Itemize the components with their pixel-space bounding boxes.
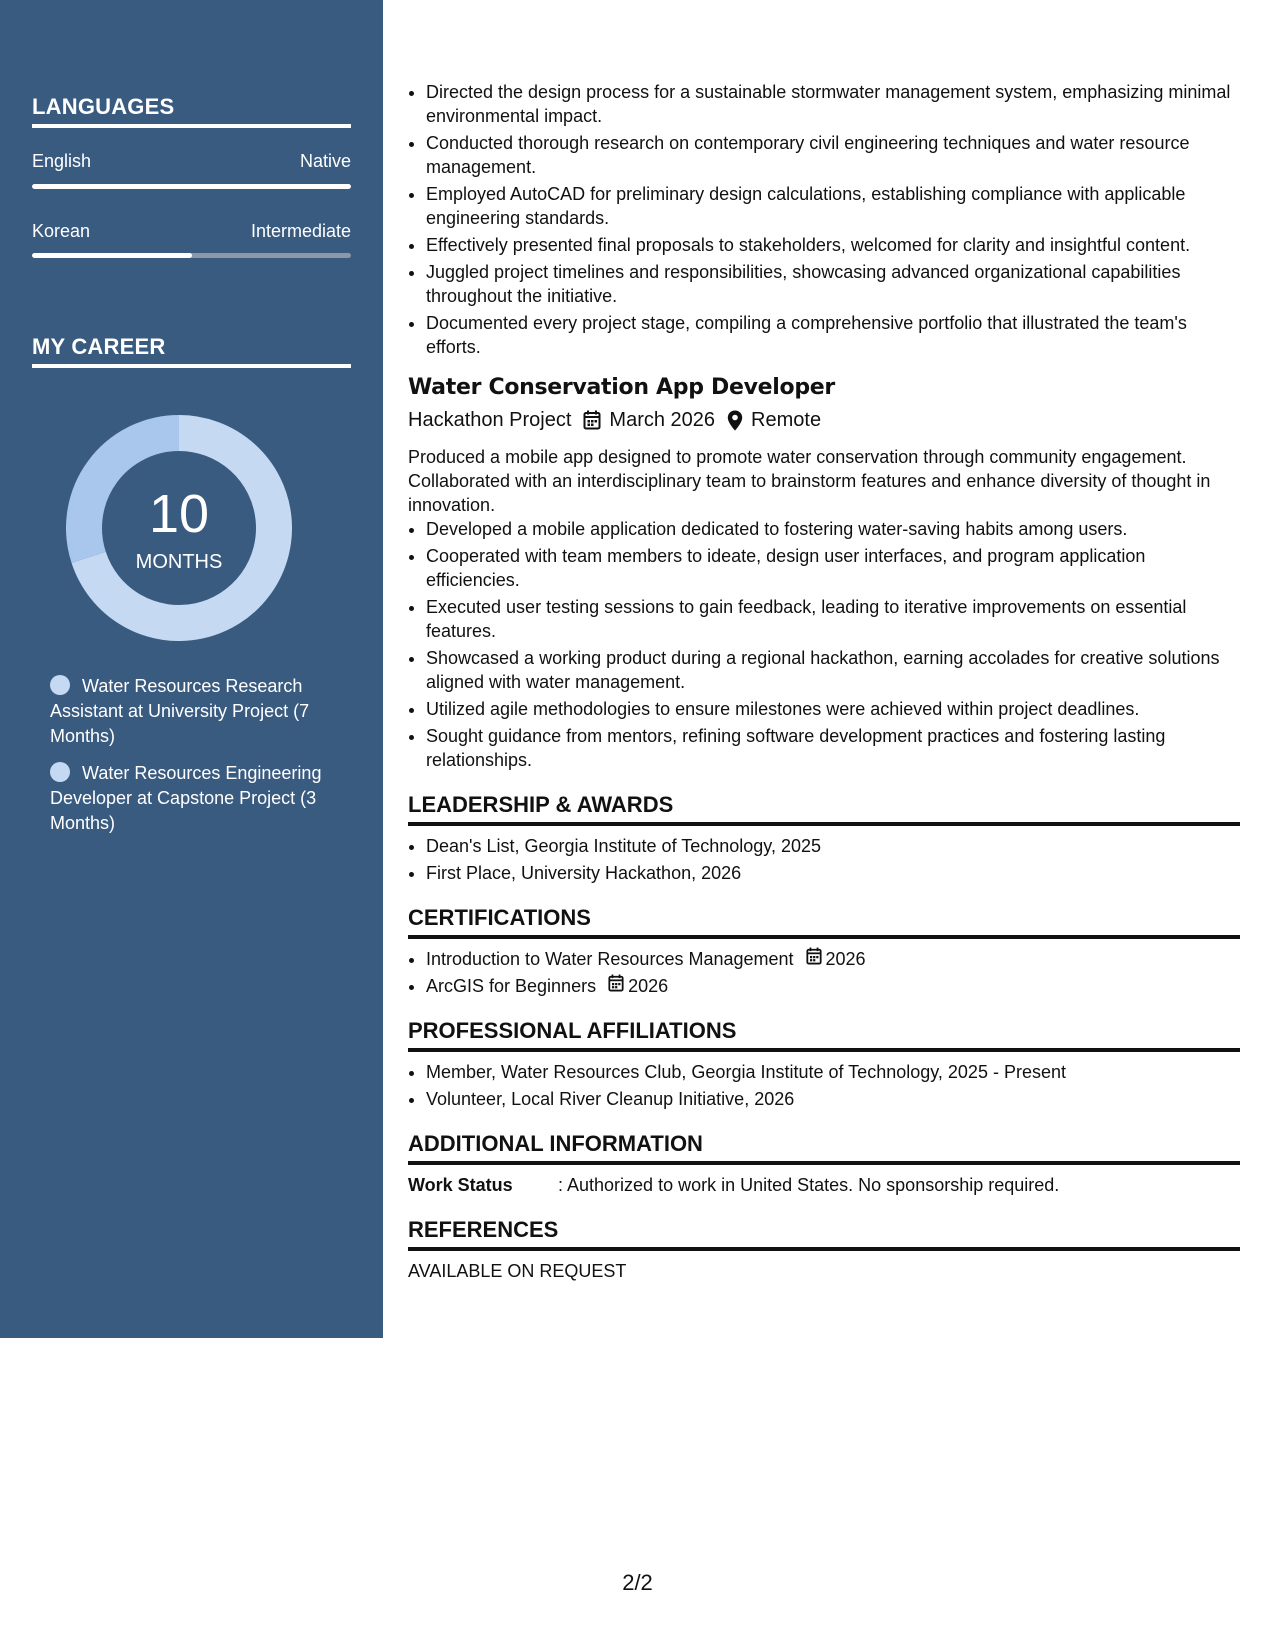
language-bar-fill <box>32 184 351 189</box>
career-legend <box>50 674 335 848</box>
language-name: English <box>32 151 92 171</box>
list-item: • Showcased a working product during a regional hackathon, earning accolades for creative solutions aligned with water management. <box>426 646 1240 694</box>
list-item: • Dean's List, Georgia Institute of Technology, 2025 <box>426 834 1240 858</box>
leadership-list <box>408 834 1240 885</box>
career-total <box>66 415 292 641</box>
list-item: • Juggled project timelines and responsibilities, showcasing advanced organizational capabilities throughout the initiative. <box>426 260 1240 308</box>
job-meta <box>408 405 1240 435</box>
work-status-row <box>408 1173 1240 1197</box>
location-pin-icon <box>727 410 743 431</box>
list-item: • Cooperated with team members to ideate, design user interfaces, and program application efficiencies. <box>426 544 1240 592</box>
certifications-list <box>408 947 1240 998</box>
work-status-value: : Authorized to work in United States. No sponsorship required. <box>558 1175 1060 1195</box>
certifications-heading: CERTIFICATIONS <box>408 903 1240 939</box>
calendar-icon <box>608 974 628 998</box>
references-heading: REFERENCES <box>408 1215 1240 1251</box>
list-item: • Executed user testing sessions to gain feedback, leading to iterative improvements on essential features. <box>426 595 1240 643</box>
references-text: AVAILABLE ON REQUEST <box>408 1261 627 1281</box>
language-bar-english <box>32 184 351 189</box>
career-total-unit: MONTHS <box>135 551 223 573</box>
job-organization: Hackathon Project <box>408 409 572 431</box>
page-number: 2/2 <box>622 1570 653 1595</box>
job-location: Remote <box>751 409 822 431</box>
list-item: • Directed the design process for a sustainable stormwater management system, emphasizing minimal environmental impact. <box>426 80 1240 128</box>
career-legend-item <box>50 761 335 836</box>
career-heading: MY CAREER <box>32 334 351 368</box>
list-item: • Member, Water Resources Club, Georgia Institute of Technology, 2025 - Present <box>426 1060 1240 1084</box>
certification-year: 2026 <box>628 976 669 996</box>
language-level: Native <box>299 151 351 171</box>
list-item: • Volunteer, Local River Cleanup Initiative, 2026 <box>426 1087 1240 1111</box>
job-description: Produced a mobile app designed to promote water conservation through community engagement. Collaborated with an interdisciplinary team to brainstorm features and enhance diversity of thought in innovation. <box>408 447 1211 515</box>
list-item: • Documented every project stage, compiling a comprehensive portfolio that illustrated the team's efforts. <box>426 311 1240 359</box>
experience-bullets <box>408 80 1240 359</box>
language-bar-fill <box>32 253 192 258</box>
list-item: • Conducted thorough research on contemporary civil engineering techniques and water resource management. <box>426 131 1240 179</box>
main-content <box>408 80 1240 1283</box>
certification-name: Introduction to Water Resources Management <box>426 949 794 969</box>
certification-name: ArcGIS for Beginners <box>426 976 597 996</box>
list-item: • Utilized agile methodologies to ensure milestones were achieved within project deadlines. <box>426 697 1240 721</box>
list-item: • Employed AutoCAD for preliminary design calculations, establishing compliance with applicable engineering standards. <box>426 182 1240 230</box>
calendar-icon <box>583 410 601 430</box>
work-status-label: Work Status <box>408 1175 513 1195</box>
career-total-value: 10 <box>148 484 210 544</box>
calendar-icon <box>806 947 826 971</box>
list-item <box>426 947 1240 971</box>
list-item: • Effectively presented final proposals to stakeholders, welcomed for clarity and insightful content. <box>426 233 1240 257</box>
career-item-label: Water Resources Research Assistant at University Project (7 Months) <box>50 676 310 746</box>
affiliations-list <box>408 1060 1240 1111</box>
job-bullets <box>408 517 1240 772</box>
languages-heading: LANGUAGES <box>32 94 351 128</box>
list-item: • First Place, University Hackathon, 2026 <box>426 861 1240 885</box>
career-legend-item <box>50 674 335 749</box>
list-item: • Sought guidance from mentors, refining software development practices and fostering lasting relationships. <box>426 724 1240 772</box>
job-date: March 2026 <box>609 409 716 431</box>
language-level: Intermediate <box>250 221 351 241</box>
language-name: Korean <box>32 221 91 241</box>
list-item: • Developed a mobile application dedicated to fostering water-saving habits among users. <box>426 517 1240 541</box>
career-item-label: Water Resources Engineering Developer at Capstone Project (3 Months) <box>50 763 322 833</box>
certification-year: 2026 <box>825 949 866 969</box>
job-title: Water Conservation App Developer <box>408 375 835 400</box>
language-bar-korean <box>32 253 351 258</box>
affiliations-heading: PROFESSIONAL AFFILIATIONS <box>408 1016 1240 1052</box>
legend-dot <box>50 762 70 782</box>
legend-dot <box>50 675 70 695</box>
language-row-english <box>32 151 351 172</box>
sidebar <box>0 0 383 1338</box>
language-row-korean <box>32 221 351 242</box>
leadership-heading: LEADERSHIP & AWARDS <box>408 790 1240 826</box>
list-item <box>426 974 1240 998</box>
additional-info-heading: ADDITIONAL INFORMATION <box>408 1129 1240 1165</box>
